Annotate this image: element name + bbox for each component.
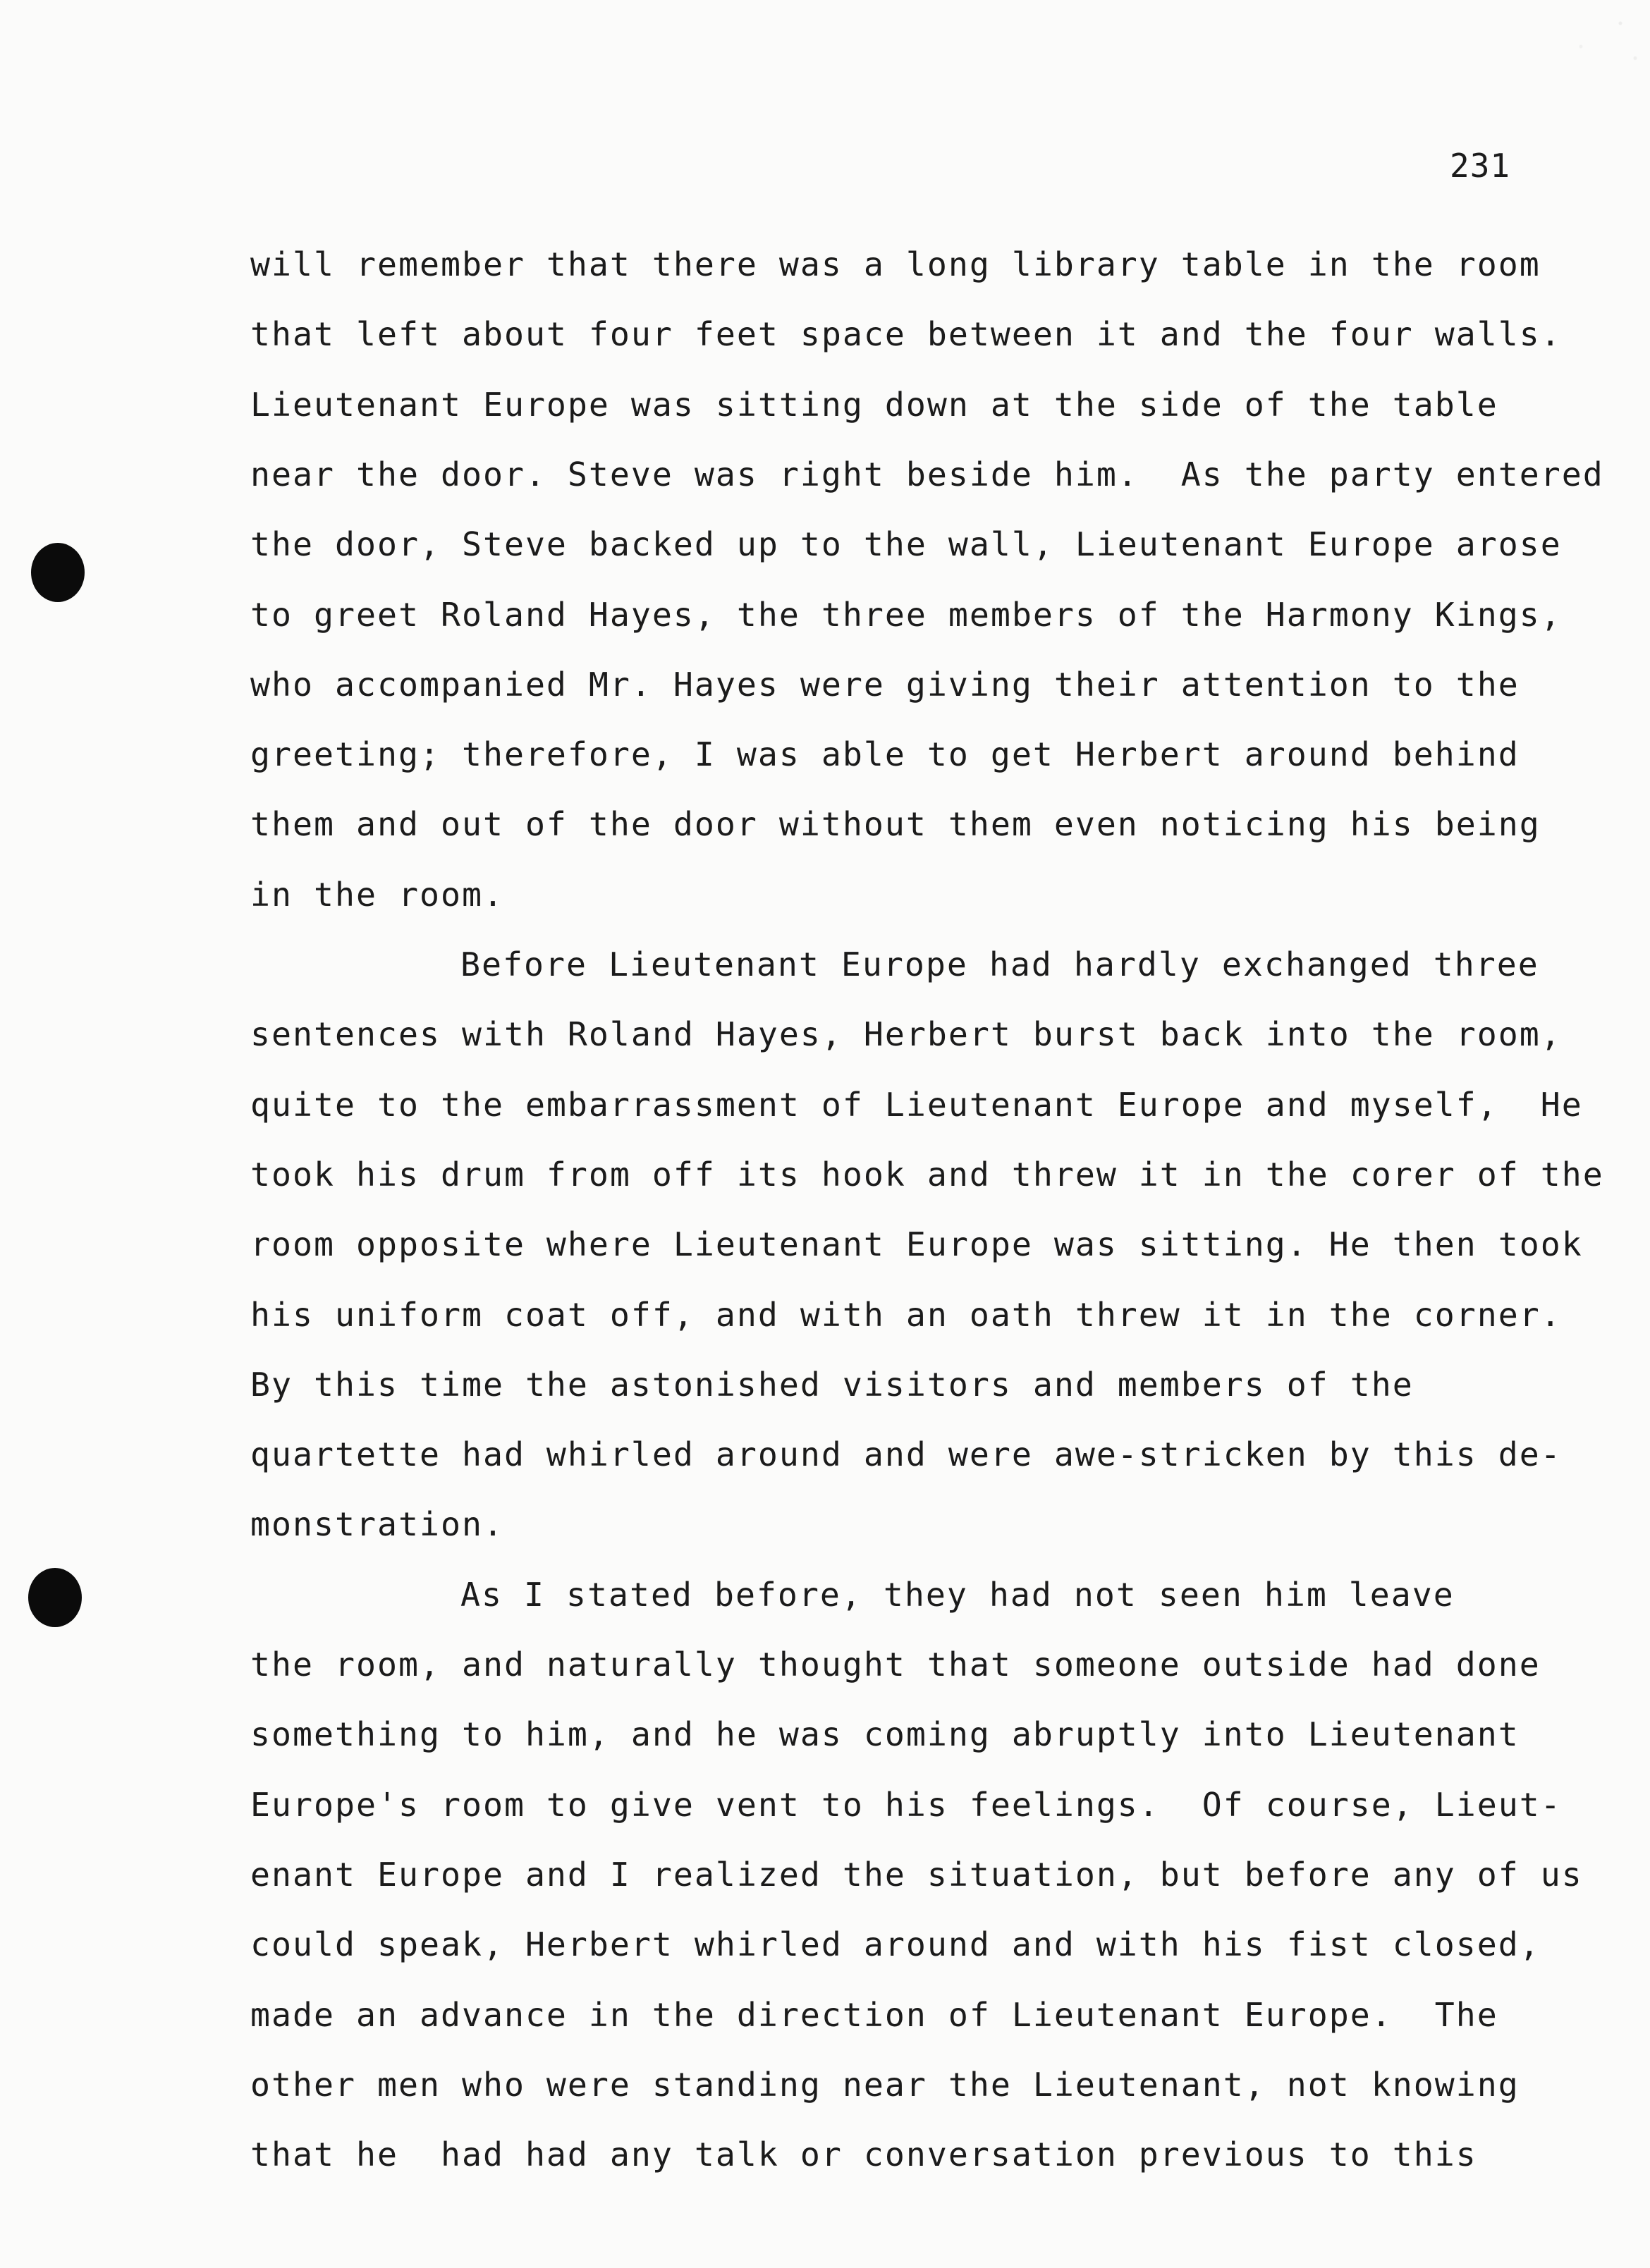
text-line: could speak, Herbert whirled around and with his fist closed, [250,1925,1541,1964]
text-line: who accompanied Mr. Hayes were giving their attention to the [250,665,1520,704]
text-line: quartette had whirled around and were awe-stricken by this de- [250,1435,1562,1474]
text-line: that he had had any talk or conversation previous to this [250,2135,1477,2174]
text-line: enant Europe and I realized the situation, but before any of us [250,1855,1583,1894]
punch-hole-top [31,543,85,602]
text-line: his uniform coat off, and with an oath threw it in the corner. [250,1295,1562,1334]
text-line: quite to the embarrassment of Lieutenant Europe and myself, He [250,1085,1583,1124]
page-number: 231 [1450,147,1511,185]
text-line: Europe's room to give vent to his feelings. Of course, Lieut- [250,1785,1562,1824]
text-line: something to him, and he was coming abruptly into Lieutenant [250,1715,1520,1754]
text-line: greeting; therefore, I was able to get Herbert around behind [250,735,1520,774]
text-line: in the room. [250,875,504,914]
text-line: took his drum from off its hook and threw it in the corer of the [250,1155,1604,1194]
text-line: the room, and naturally thought that someone outside had done [250,1645,1541,1684]
punch-hole-bottom [28,1568,82,1627]
text-line: other men who were standing near the Lieutenant, not knowing [250,2065,1520,2104]
text-line: sentences with Roland Hayes, Herbert burst back into the room, [250,1015,1562,1054]
paper-speckle [1551,0,1650,78]
text-line: the door, Steve backed up to the wall, Lieutenant Europe arose [250,525,1562,564]
text-line: to greet Roland Hayes, the three members of the Harmony Kings, [250,595,1562,634]
text-line: Before Lieutenant Europe had hardly exchanged three [460,945,1539,983]
text-line: them and out of the door without them even noticing his being [250,805,1541,844]
text-line: By this time the astonished visitors and members of the [250,1365,1414,1404]
text-line: made an advance in the direction of Lieutenant Europe. The [250,1995,1498,2034]
text-line: monstration. [250,1505,504,1544]
text-line: As I stated before, they had not seen him leave [460,1575,1455,1614]
text-line: room opposite where Lieutenant Europe was sitting. He then took [250,1225,1583,1264]
text-line: will remember that there was a long library table in the room [250,245,1541,283]
text-line: Lieutenant Europe was sitting down at the side of the table [250,385,1498,424]
text-line: that left about four feet space between it and the four walls. [250,315,1562,354]
text-line: near the door. Steve was right beside him. As the party entered [250,455,1604,494]
